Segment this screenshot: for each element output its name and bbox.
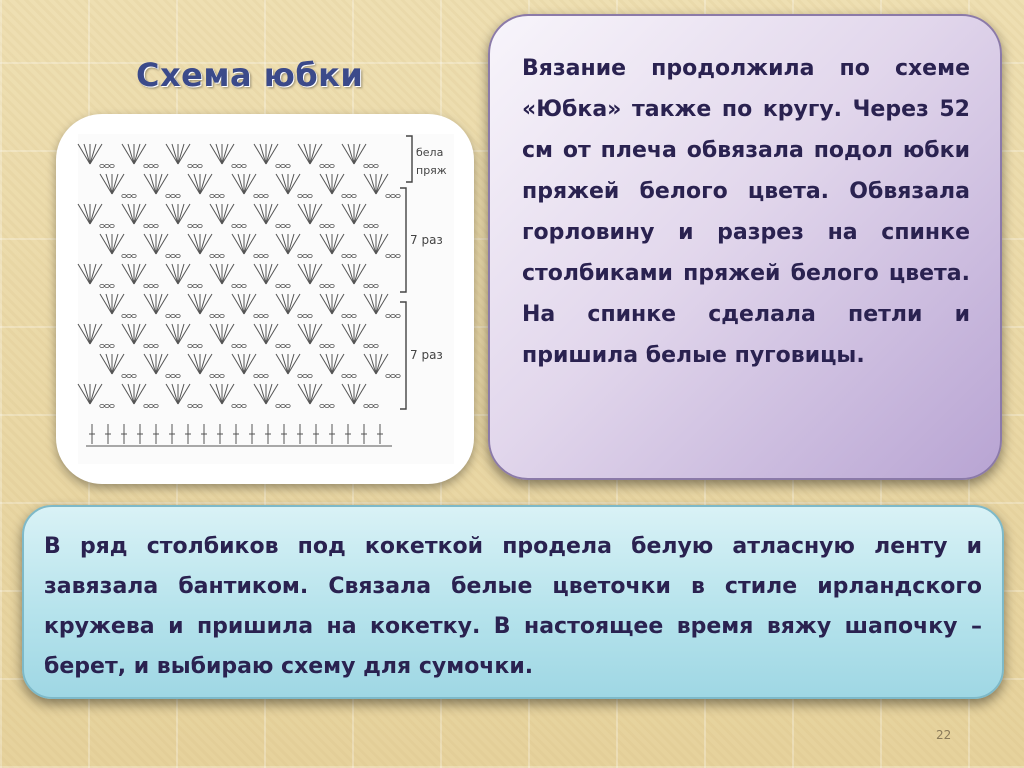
description-box-blue [22, 505, 1004, 699]
scheme-label-repeat-1: 7 раз [410, 233, 443, 247]
slide-page-number: 22 [936, 728, 952, 742]
scheme-label-white: бела [416, 146, 444, 159]
description-text-purple: Вязание продолжила по схеме «Юбка» также по кругу. Через 52 см от плеча обвязала подол юбки пряжей белого цвета. Обвязала горловину и разрез на спинке столбиками пряжей белого цвета. На спинке сделала петли и пришила белые пуговицы. [522, 56, 970, 368]
description-text-blue: В ряд столбиков под кокеткой продела белую атласную ленту и завязала бантиком. Связала белые цветочки в стиле ирландского кружева и пришила на кокетку. В настоящее время вяжу шапочку – берет, и выбираю схему для сумочки. [44, 534, 982, 679]
scheme-label-repeat-2: 7 раз [410, 348, 443, 362]
scheme-label-yarn: пряж [416, 164, 447, 177]
crochet-chart-drawing [56, 114, 474, 484]
slide-title: Схема юбки [136, 56, 364, 94]
scheme-paper [78, 134, 454, 464]
description-box-purple [488, 14, 1002, 480]
crochet-scheme-image [56, 114, 474, 484]
